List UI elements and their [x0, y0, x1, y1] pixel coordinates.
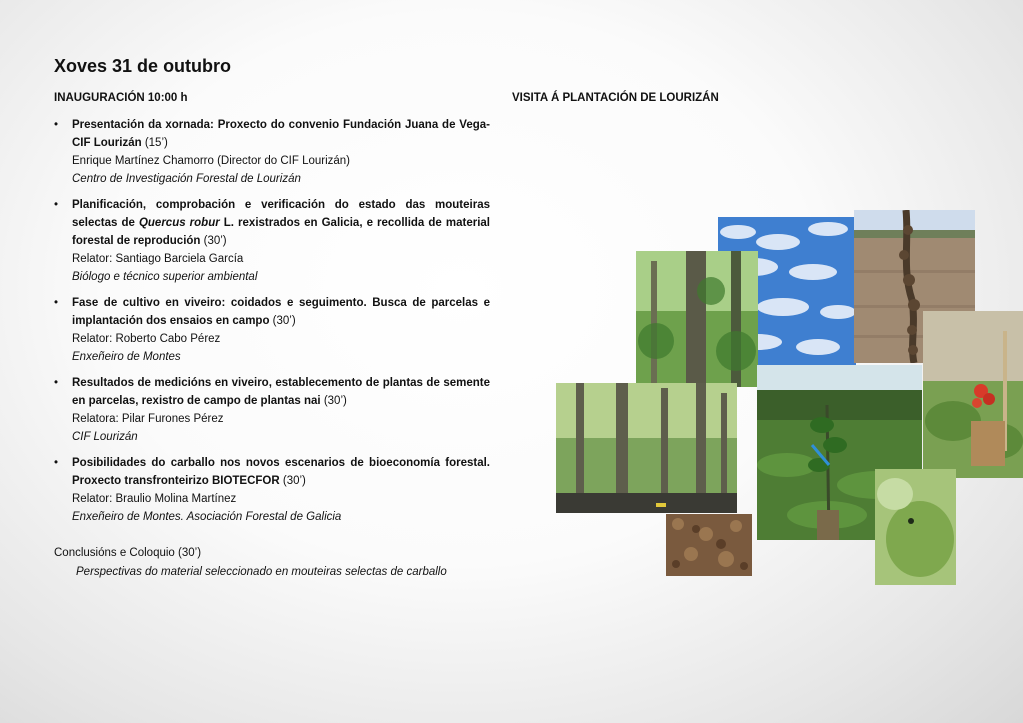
bullet: • [54, 377, 59, 389]
bullet: • [54, 119, 59, 131]
agenda-item-affiliation: Enxeñeiro de Montes [72, 351, 181, 363]
agenda-item [54, 294, 490, 366]
closing-label: Conclusións e Coloquio (30’) [54, 547, 202, 559]
closing-subtitle: Perspectivas do material seleccionado en mouteiras selectas de carballo [76, 566, 447, 578]
oak-forest-photo [556, 383, 737, 513]
agenda-item-affiliation: Biólogo e técnico superior ambiental [72, 271, 258, 283]
agenda-item-speaker: Relator: Braulio Molina Martínez [72, 493, 237, 505]
agenda-item [54, 374, 490, 446]
agenda-item-speaker: Relator: Roberto Cabo Pérez [72, 333, 221, 345]
agenda-list [54, 116, 490, 534]
agenda-item-title: Resultados de medicións en viveiro, establecemento de plantas de semente en parcelas, rexistro de campo de plantas nai (30’) [72, 377, 490, 407]
bullet: • [54, 199, 59, 211]
agenda-item-affiliation: Enxeñeiro de Montes. Asociación Forestal de Galicia [72, 511, 342, 523]
bullet: • [54, 457, 59, 469]
agenda-item-title: Fase de cultivo en viveiro: coidados e seguimento. Busca de parcelas e implantación dos ensaios en campo (30’) [72, 297, 490, 327]
agenda-item [54, 454, 490, 526]
bullet: • [54, 297, 59, 309]
agenda-item-speaker: Relatora: Pilar Furones Pérez [72, 413, 224, 425]
opening-heading: INAUGURACIÓN 10:00 h [54, 92, 188, 104]
agenda-item-speaker: Enrique Martínez Chamorro (Director do CIF Lourizán) [72, 155, 351, 167]
agenda-item [54, 116, 490, 188]
visit-heading: VISITA Á PLANTACIÓN DE LOURIZÁN [512, 92, 719, 104]
agenda-item-title: Planificación, comprobación e verificación do estado das mouteiras selectas de Quercus robur L. rexistrados en Galicia, e recollida de material forestal de reprodución (30’) [72, 199, 490, 247]
agenda-item-title: Posibilidades do carballo nos novos escenarios de bioeconomía forestal. Proxecto transfronteirizo BIOTECFOR (30’) [72, 457, 490, 487]
page-title: Xoves 31 de outubro [54, 56, 232, 76]
agenda-item-speaker: Relator: Santiago Barciela García [72, 253, 244, 265]
agenda-item-title: Presentación da xornada: Proxecto do convenio Fundación Juana de Vega-CIF Lourizán (15’) [72, 119, 490, 149]
oak-seedling-fruit-photo [923, 311, 1023, 478]
forest-trunks-photo [636, 251, 758, 387]
closing-section [54, 544, 447, 582]
leaf-litter-photo [666, 514, 752, 576]
agenda-item-affiliation: CIF Lourizán [72, 431, 138, 443]
agenda-item-affiliation: Centro de Investigación Forestal de Lourizán [72, 173, 301, 185]
oak-leaf-closeup-photo [875, 469, 956, 585]
agenda-item [54, 196, 490, 286]
